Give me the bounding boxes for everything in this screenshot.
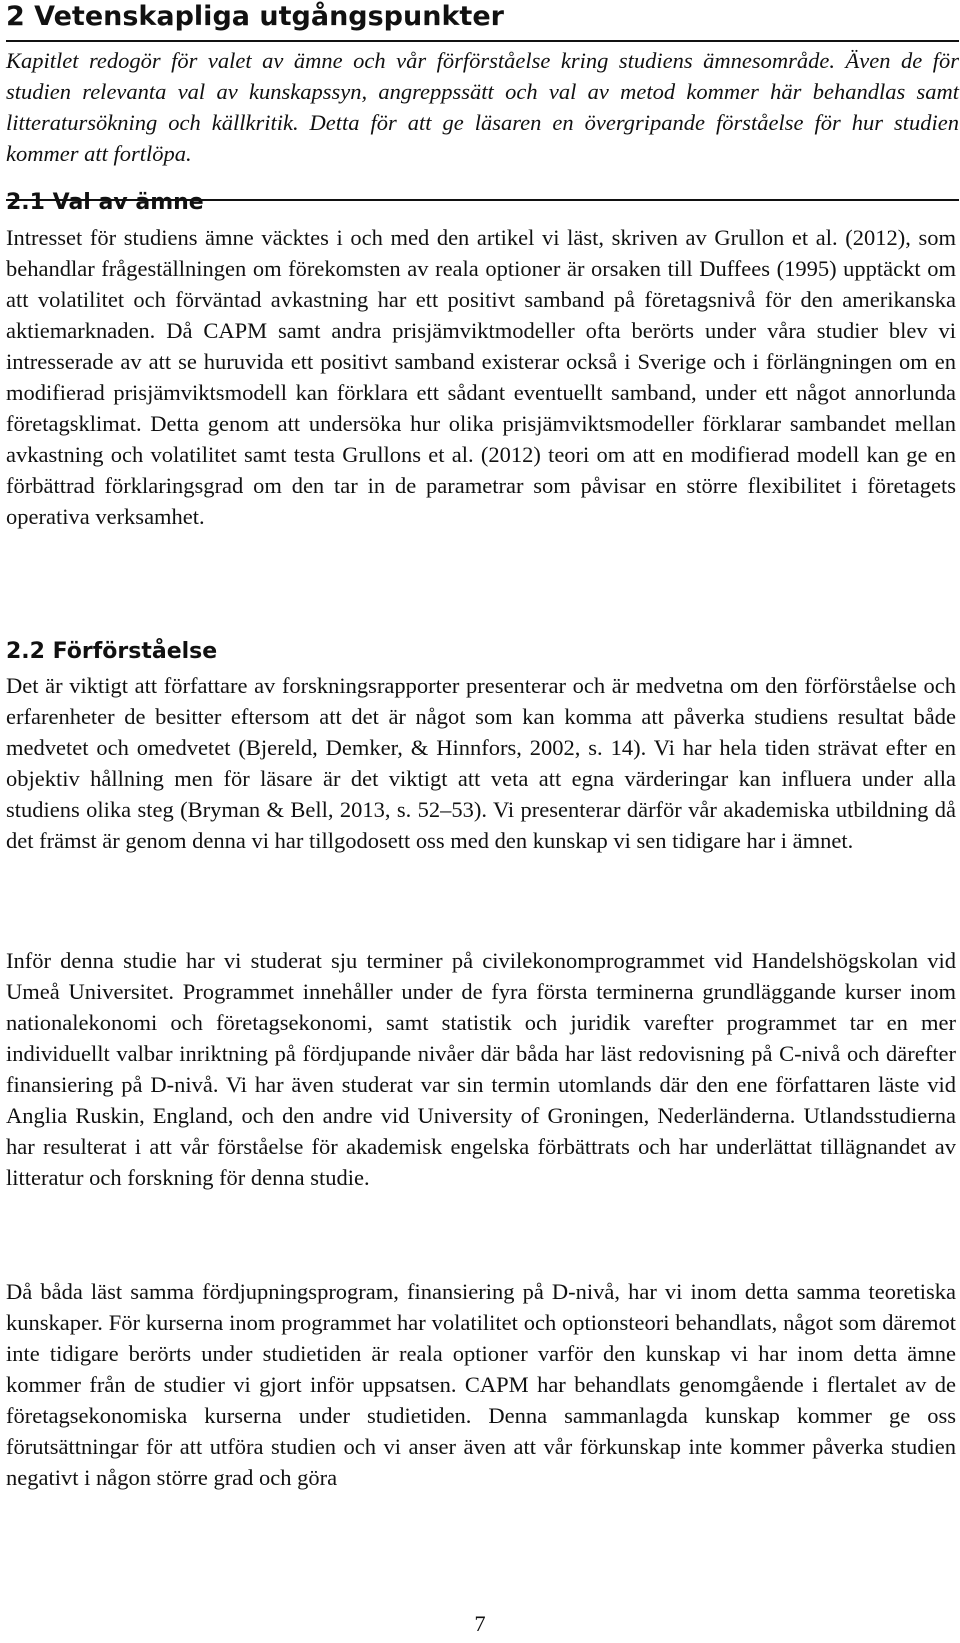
chapter-abstract: Kapitlet redogör för valet av ämne och vår förförståelse kring studiens ämnesområde. Även de för studien relevanta val av kunskapssyn, angreppssätt och val av metod kommer här behandlas samt litteratursökning och källkritik. Detta för att ge läsaren en övergripande förståelse för hur studien kommer att fortlöpa. — [6, 48, 959, 166]
section-paragraph: Intresset för studiens ämne väcktes i och med den artikel vi läst, skriven av Grullon et al. (2012), som behandlar frågeställningen om förekomsten av reala optioner är orsaken till Duffees (1995) upptäckt om att volatilitet och förväntad avkastning har ett positivt samband på företagsnivå för den amerikanska aktiemarknaden. Då CAPM samt andra prisjämviktmodeller ofta berörts under våra studier blev vi intresserade av att se huruvida ett positivt samband existerar också i Sverige och i förlängningen om en modifierad prisjämviktsmodell kan förklara ett sådant eventuellt samband, under ett något annorlunda företagsklimat. Detta genom att undersöka hur olika prisjämviktsmodeller förklarar sambandet mellan avkastning och volatilitet samt testa Grullons et al. (2012) teori om att en modifierad modell kan ge en förbättrad förklaringsgrad om den tar in de parametrar som påvisar en större flexibilitet i företagets operativa verksamhet. — [6, 225, 956, 529]
section-title-forforstaelse: 2.2 Förförståelse — [6, 639, 218, 664]
chapter-abstract-box — [6, 40, 959, 201]
section-title-val-av-amne: 2.1 Val av ämne — [6, 190, 204, 215]
page-number: 7 — [474, 1611, 486, 1636]
section-paragraph: Det är viktigt att författare av forskningsrapporter presenterar och är medvetna om den förförståelse och erfarenheter de besitter eftersom att det är något som kan komma att påverka studiens resultat både medvetet och omedvetet (Bjereld, Demker, & Hinnfors, 2002, s. 14). Vi har hela tiden strävat efter en objektiv hållning men för läsare är det viktigt att veta att egna värderingar kan influera under alla studiens olika steg (Bryman & Bell, 2013, s. 52–53). Vi presenterar därför vår akademiska utbildning då det främst är genom denna vi har tillgodosett oss med den kunskap vi sen tidigare har i ämnet. — [6, 673, 956, 853]
section-paragraph: Då båda läst samma fördjupningsprogram, finansiering på D-nivå, har vi inom detta samma teoretiska kunskaper. För kurserna inom programmet har volatilitet och optionsteori behandlats, något som däremot inte tidigare berörts under studietiden är reala optioner varför den kunskap vi har inom detta ämne kommer från de studier vi gjort inför uppsatsen. CAPM har behandlats genomgående i flertalet av de företagsekonomiska kurserna under studietiden. Denna sammanlagda kunskap kommer ge oss förutsättningar för att utföra studien och vi anser även att vår förkunskap inte kommer påverka studien negativt i någon större grad och göra — [6, 1279, 956, 1490]
section-paragraph: Inför denna studie har vi studerat sju terminer på civilekonomprogrammet vid Handelshögskolan vid Umeå Universitet. Programmet innehåller under de fyra första terminerna grundläggande kurser inom nationalekonomi och företagsekonomi, samt statistik och juridik varefter programmet tar en mer individuellt valbar inriktning på fördjupande nivåer där båda har läst redovisning på C-nivå och därefter finansiering på D-nivå. Vi har även studerat var sin termin utomlands där den ene författaren läste vid Anglia Ruskin, England, och den andre vid University of Groningen, Nederländerna. Utlandsstudierna har resulterat i att vår förståelse för akademisk engelska förbättrats och har underlättat tillägnandet av litteratur och forskning för denna studie. — [6, 948, 956, 1190]
chapter-title: 2 Vetenskapliga utgångspunkter — [6, 1, 504, 32]
